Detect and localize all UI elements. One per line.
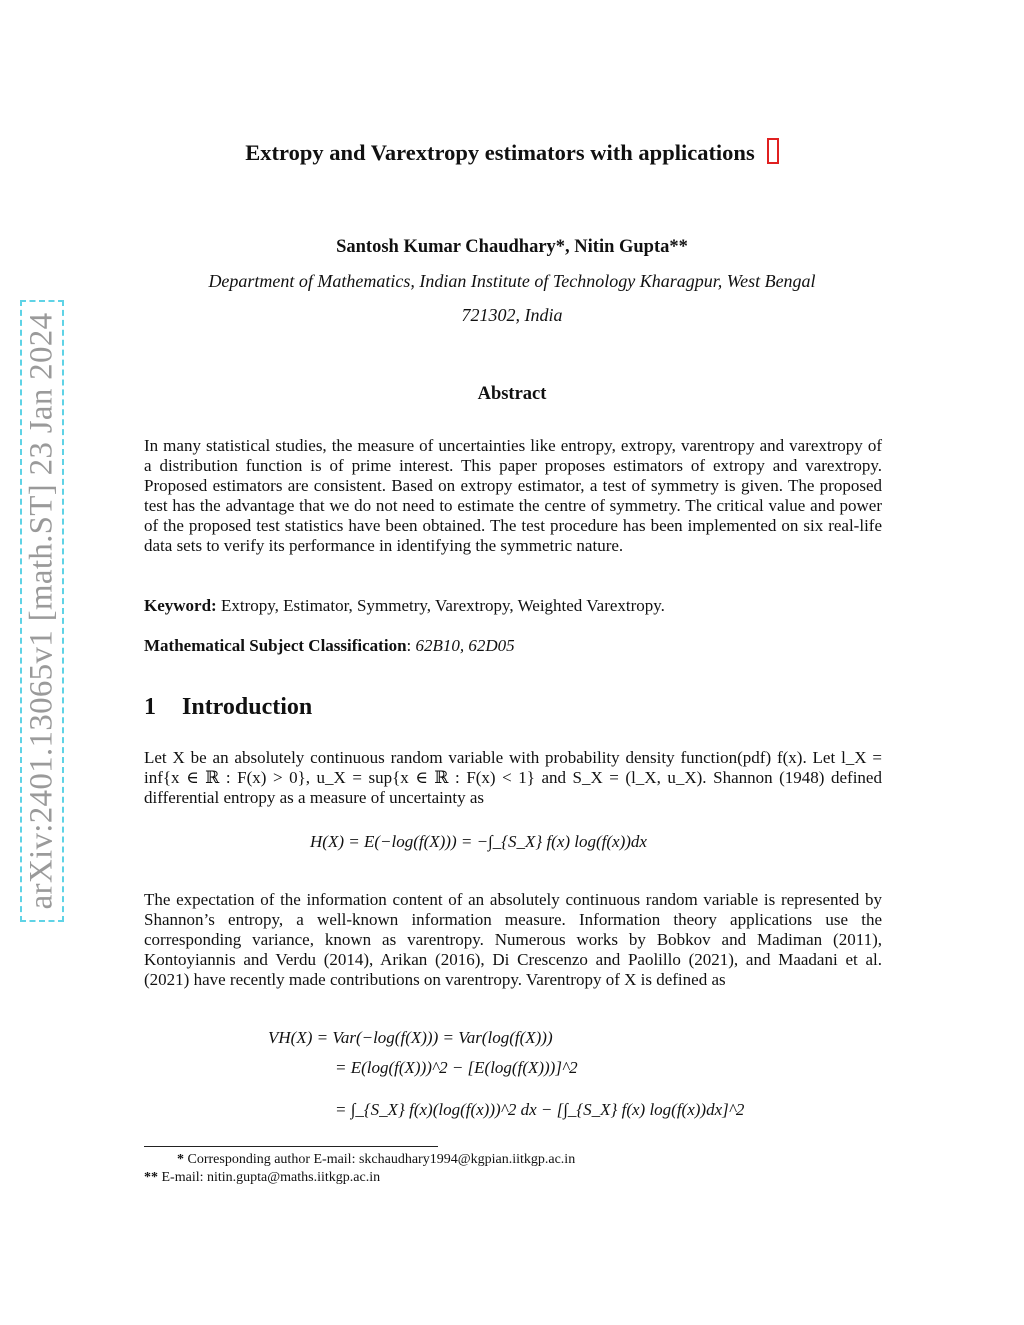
equation-varentropy-line-3: = ∫_{S_X} f(x)(log(f(x)))^2 dx − [∫_{S_X} f(x) log(f(x))dx]^2	[335, 1100, 745, 1119]
section-heading-introduction	[144, 694, 312, 721]
arxiv-id: arXiv:2401.13065v1 [math.ST] 23 Jan 2024	[23, 312, 60, 910]
msc-label: Mathematical Subject Classification	[144, 636, 407, 655]
equation-entropy-text: H(X) = E(−log(f(X))) = −∫_{S_X} f(x) log(f(x))dx	[310, 832, 647, 851]
paper-title: Extropy and Varextropy estimators with applications	[0, 138, 1024, 166]
affiliation-line-1: Department of Mathematics, Indian Institute of Technology Kharagpur, West Bengal	[208, 271, 816, 291]
keywords-label: Keyword:	[144, 596, 217, 615]
equation-varentropy-line-2: = E(log(f(X)))^2 − [E(log(f(X)))]^2	[335, 1058, 578, 1077]
abstract-heading: Abstract	[477, 384, 547, 404]
intro-paragraph-2	[144, 890, 882, 990]
footnote-link-box-icon[interactable]	[767, 138, 779, 164]
authors: Santosh Kumar Chaudhary*, Nitin Gupta**	[336, 237, 688, 257]
abstract-body	[144, 436, 882, 556]
section-number: 1	[144, 694, 156, 720]
keywords-list: Extropy, Estimator, Symmetry, Varextropy, Weighted Varextropy.	[220, 596, 665, 615]
footnote-1	[144, 1152, 575, 1168]
equation-varentropy-line-1: VH(X) = Var(−log(f(X))) = Var(log(f(X)))	[268, 1028, 553, 1047]
footnote-1-marker: *	[177, 1152, 184, 1167]
abstract-text: In many statistical studies, the measure of uncertainties like entropy, extropy, varentropy and varextropy of a distribution function is of prime interest. This paper proposes estimators of extropy and varextropy. Proposed estimators are consistent. Based on extropy estimator, a test of symmetry is given. The proposed test has the advantage that we do not need to estimate the centre of symmetry. The critical value and power of the proposed test statistics have been obtained. The test procedure has been implemented on six real-life data sets to verify its performance in identifying the symmetric nature.	[144, 436, 882, 555]
intro-paragraph-1	[144, 748, 882, 808]
keywords-line	[144, 596, 882, 616]
intro-p1-end: Shannon (1948) defined differential entropy as a measure of uncertainty as	[144, 768, 882, 807]
footnote-2-marker: **	[144, 1170, 158, 1185]
section-title: Introduction	[182, 694, 313, 720]
msc-codes: 62B10, 62D05	[415, 636, 515, 655]
footnote-2	[144, 1170, 380, 1186]
equation-entropy	[310, 832, 647, 852]
footnote-rule	[144, 1146, 438, 1147]
msc-line: Mathematical Subject Classification: 62B10, 62D05	[144, 636, 515, 655]
footnote-1-text: Corresponding author E-mail: skchaudhary1994@kgpian.iitkgp.ac.in	[187, 1152, 576, 1167]
footnote-2-text: E-mail: nitin.gupta@maths.iitkgp.ac.in	[161, 1170, 381, 1185]
intro-p2-text: The expectation of the information content of an absolutely continuous random variable is represented by Shannon’s entropy, a well-known information measure. Information theory applications use the corresponding variance, known as varentropy. Numerous works by Bobkov and Madiman (2011), Kontoyiannis and Verdu (2014), Arikan (2016), Di Crescenzo and Paolillo (2021), and Maadani et al. (2021) have recently made contributions on varentropy. Varentropy of X is defined as	[144, 890, 882, 989]
affiliation-line-2: 721302, India	[461, 305, 563, 325]
intro-p1-defs: l_X = inf{x ∈ ℝ : F(x) > 0}, u_X = sup{x ∈ ℝ : F(x) < 1} and S_X = (l_X, u_X).	[144, 748, 883, 787]
intro-p1-start: Let X be an absolutely continuous random variable with probability density function(pdf) f(x). Let	[144, 748, 836, 767]
